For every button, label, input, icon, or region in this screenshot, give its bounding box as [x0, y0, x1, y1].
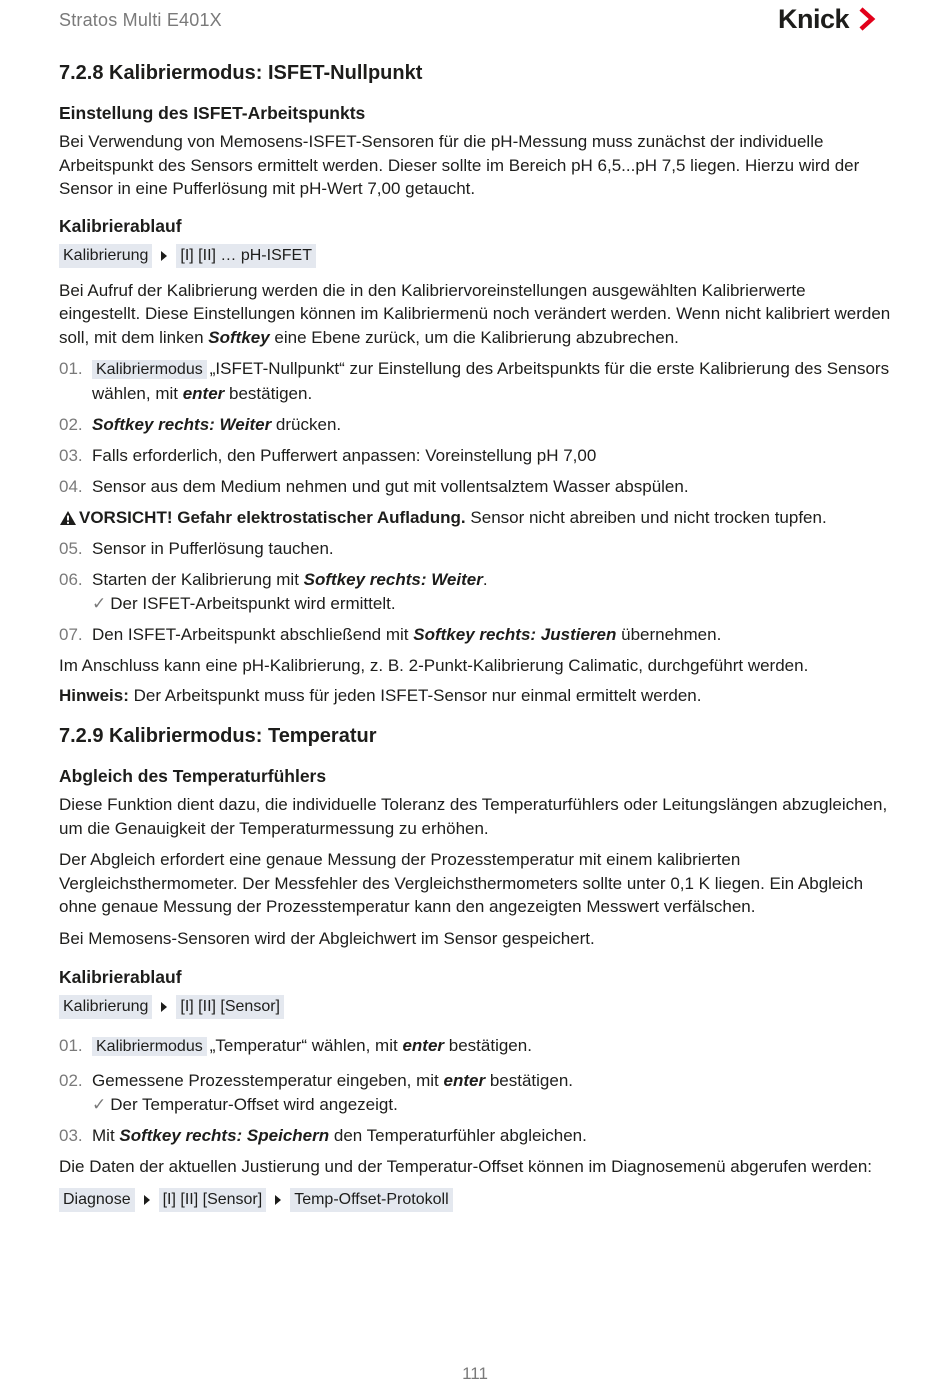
menu-item-sensor: [I] [II] [Sensor]	[176, 995, 284, 1019]
menu-item-temp-offset-protokoll: Temp-Offset-Protokoll	[290, 1188, 452, 1212]
step-key: enter	[443, 1071, 486, 1090]
step-2-isfet	[59, 413, 891, 437]
step-number: 06.	[59, 570, 83, 589]
warning-title: VORSICHT! Gefahr elektrostatischer Aufladung.	[79, 508, 466, 527]
step-number: 02.	[59, 1071, 83, 1090]
step-text: Falls erforderlich, den Pufferwert anpassen: Voreinstellung pH 7,00	[92, 446, 597, 465]
step-result: Der Temperatur-Offset wird angezeigt.	[110, 1095, 398, 1114]
temp-paragraph-1: Diese Funktion dient dazu, die individuelle Toleranz des Temperaturfühlers oder Leitungslängen abzugleichen, um die Genauigkeit der Temperaturmessung zu erhöhen.	[59, 795, 888, 838]
step-number: 05.	[59, 539, 83, 558]
intro-paragraph-isfet: Bei Verwendung von Memosens-ISFET-Sensoren für die pH-Messung muss zunächst der individuelle Arbeitspunkt des Sensors ermittelt werden. Dieser sollte im Bereich pH 6,5...pH 7,5 liegen. Hierzu wird der Sensor in eine Pufferlösung mit pH-Wert 7,00 getaucht.	[59, 132, 860, 198]
step-body	[92, 623, 891, 647]
step-number: 03.	[59, 1126, 83, 1145]
step-text-end: bestätigen.	[444, 1036, 532, 1055]
note-paragraph	[59, 684, 891, 708]
chevron-right-icon	[857, 7, 877, 31]
procedure-heading-temperature: Kalibrierablauf	[59, 967, 182, 987]
step-4-isfet	[59, 475, 891, 499]
step-key: Softkey rechts: Speichern	[119, 1126, 330, 1145]
step-text: Gemessene Prozesstemperatur eingeben, mit	[92, 1071, 444, 1090]
diagnosis-paragraph: Die Daten der aktuellen Justierung und der Temperatur-Offset können im Diagnosemenü abgerufen werden:	[59, 1157, 873, 1176]
step-body	[92, 413, 891, 437]
checkmark-icon: ✓	[92, 1095, 107, 1114]
step-2-temperature	[59, 1069, 891, 1117]
warning-triangle-icon	[59, 510, 77, 526]
step-number: 07.	[59, 625, 83, 644]
note-text: Der Arbeitspunkt muss für jeden ISFET-Sensor nur einmal ermittelt werden.	[128, 685, 702, 705]
step-body	[92, 357, 891, 406]
step-number: 01.	[59, 1036, 83, 1055]
knick-logo	[778, 4, 877, 34]
step-key: Softkey rechts: Weiter	[303, 570, 483, 589]
logo-text: Knick	[778, 3, 850, 34]
step-text: Sensor in Pufferlösung tauchen.	[92, 539, 334, 558]
section-title-isfet: 7.2.8 Kalibriermodus: ISFET-Nullpunkt	[59, 62, 423, 84]
procedure-heading-isfet: Kalibrierablauf	[59, 215, 182, 236]
step-text-end: bestätigen.	[485, 1071, 573, 1090]
step-1-isfet	[59, 357, 891, 406]
temp-paragraph-3: Bei Memosens-Sensoren wird der Abgleichwert im Sensor gespeichert.	[59, 928, 595, 948]
step-text: Mit	[92, 1126, 120, 1145]
checkmark-icon: ✓	[92, 594, 107, 613]
menu-path-temperature	[59, 994, 891, 1020]
step-body	[92, 1124, 891, 1148]
step-number: 02.	[59, 415, 83, 434]
step-text-end: bestätigen.	[224, 384, 313, 403]
step-text: Starten der Kalibrierung mit	[92, 570, 304, 589]
step-text: drücken.	[271, 415, 342, 434]
menu-arrow-icon	[144, 1195, 150, 1205]
step-text-end: den Temperaturfühler abgleichen.	[329, 1126, 587, 1145]
menu-arrow-icon	[275, 1195, 281, 1205]
document-header-product: Stratos Multi E401X	[59, 10, 222, 30]
menu-item-ph-isfet: [I] [II] … pH-ISFET	[176, 244, 316, 268]
warning-text: Sensor nicht abreiben und nicht trocken tupfen.	[465, 508, 827, 527]
menu-item-sensor: [I] [II] [Sensor]	[159, 1188, 267, 1212]
subsection-title-isfet: Einstellung des ISFET-Arbeitspunkts	[59, 103, 366, 123]
para-text-end: eine Ebene zurück, um die Kalibrierung abzubrechen.	[269, 327, 679, 347]
step-text: „Temperatur“ wählen, mit	[209, 1036, 403, 1055]
step-5-isfet	[59, 537, 891, 561]
step-key: enter	[182, 384, 225, 403]
menu-path-isfet	[59, 243, 891, 269]
after-paragraph: Im Anschluss kann eine pH-Kalibrierung, z. B. 2-Punkt-Kalibrierung Calimatic, durchgeführt werden.	[59, 656, 809, 675]
step-number: 01.	[59, 359, 83, 378]
menu-arrow-icon	[161, 1002, 167, 1012]
para-text: Bei Aufruf der Kalibrierung werden die in den Kalibriervoreinstellungen ausgewählten Kalibrierwerte eingestellt. Diese Einstellungen können im Kalibriermenü noch verändert werden. Wenn nicht kalibriert werden soll, mit dem linken	[59, 280, 891, 347]
step-3-isfet	[59, 444, 891, 468]
note-label: Hinweis:	[59, 685, 129, 705]
step-key: Softkey rechts: Justieren	[413, 625, 617, 644]
subsection-title-temperature: Abgleich des Temperaturfühlers	[59, 766, 327, 786]
step-key: enter	[402, 1036, 445, 1055]
section-title-temperature: 7.2.9 Kalibriermodus: Temperatur	[59, 725, 377, 747]
step-7-isfet	[59, 623, 891, 647]
step-result: Der ISFET-Arbeitspunkt wird ermittelt.	[110, 594, 396, 613]
step-text: „ISFET-Nullpunkt“ zur Einstellung des Arbeitspunkts für die erste Kalibrierung des Sensors wählen, mit	[92, 359, 890, 403]
step-text-end: übernehmen.	[616, 625, 722, 644]
step-key: Softkey rechts: Weiter	[92, 415, 272, 434]
menu-path-diagnosis	[59, 1187, 891, 1213]
calibration-info-paragraph	[59, 279, 891, 350]
page-number: 111	[462, 1364, 488, 1383]
step-1-temperature	[59, 1034, 891, 1059]
step-text: Den ISFET-Arbeitspunkt abschließend mit	[92, 625, 414, 644]
menu-item-kalibrierung: Kalibrierung	[59, 995, 152, 1019]
step-6-isfet	[59, 568, 891, 616]
inline-menu-kalibriermodus: Kalibriermodus	[92, 360, 207, 379]
step-number: 03.	[59, 446, 83, 465]
warning-electrostatic	[59, 506, 891, 530]
menu-arrow-icon	[161, 251, 167, 261]
softkey-term: Softkey	[208, 327, 270, 347]
menu-item-diagnose: Diagnose	[59, 1188, 135, 1212]
step-text-end: .	[482, 570, 488, 589]
step-body	[92, 1034, 891, 1059]
step-text: Sensor aus dem Medium nehmen und gut mit vollentsalztem Wasser abspülen.	[92, 477, 689, 496]
page-content	[59, 58, 891, 1223]
inline-menu-kalibriermodus: Kalibriermodus	[92, 1037, 207, 1056]
temp-paragraph-2: Der Abgleich erfordert eine genaue Messung der Prozesstemperatur mit einem kalibrierten Vergleichsthermometer. Der Messfehler des Vergleichsthermometers sollte unter 0,1 K liegen. Ein Abgleich ohne genaue Messung der Prozesstemperatur kann den angezeigten Messwert verfälschen.	[59, 850, 864, 916]
step-body	[92, 568, 891, 616]
step-3-temperature	[59, 1124, 891, 1148]
step-body	[92, 1069, 891, 1117]
step-number: 04.	[59, 477, 83, 496]
menu-item-kalibrierung: Kalibrierung	[59, 244, 152, 268]
